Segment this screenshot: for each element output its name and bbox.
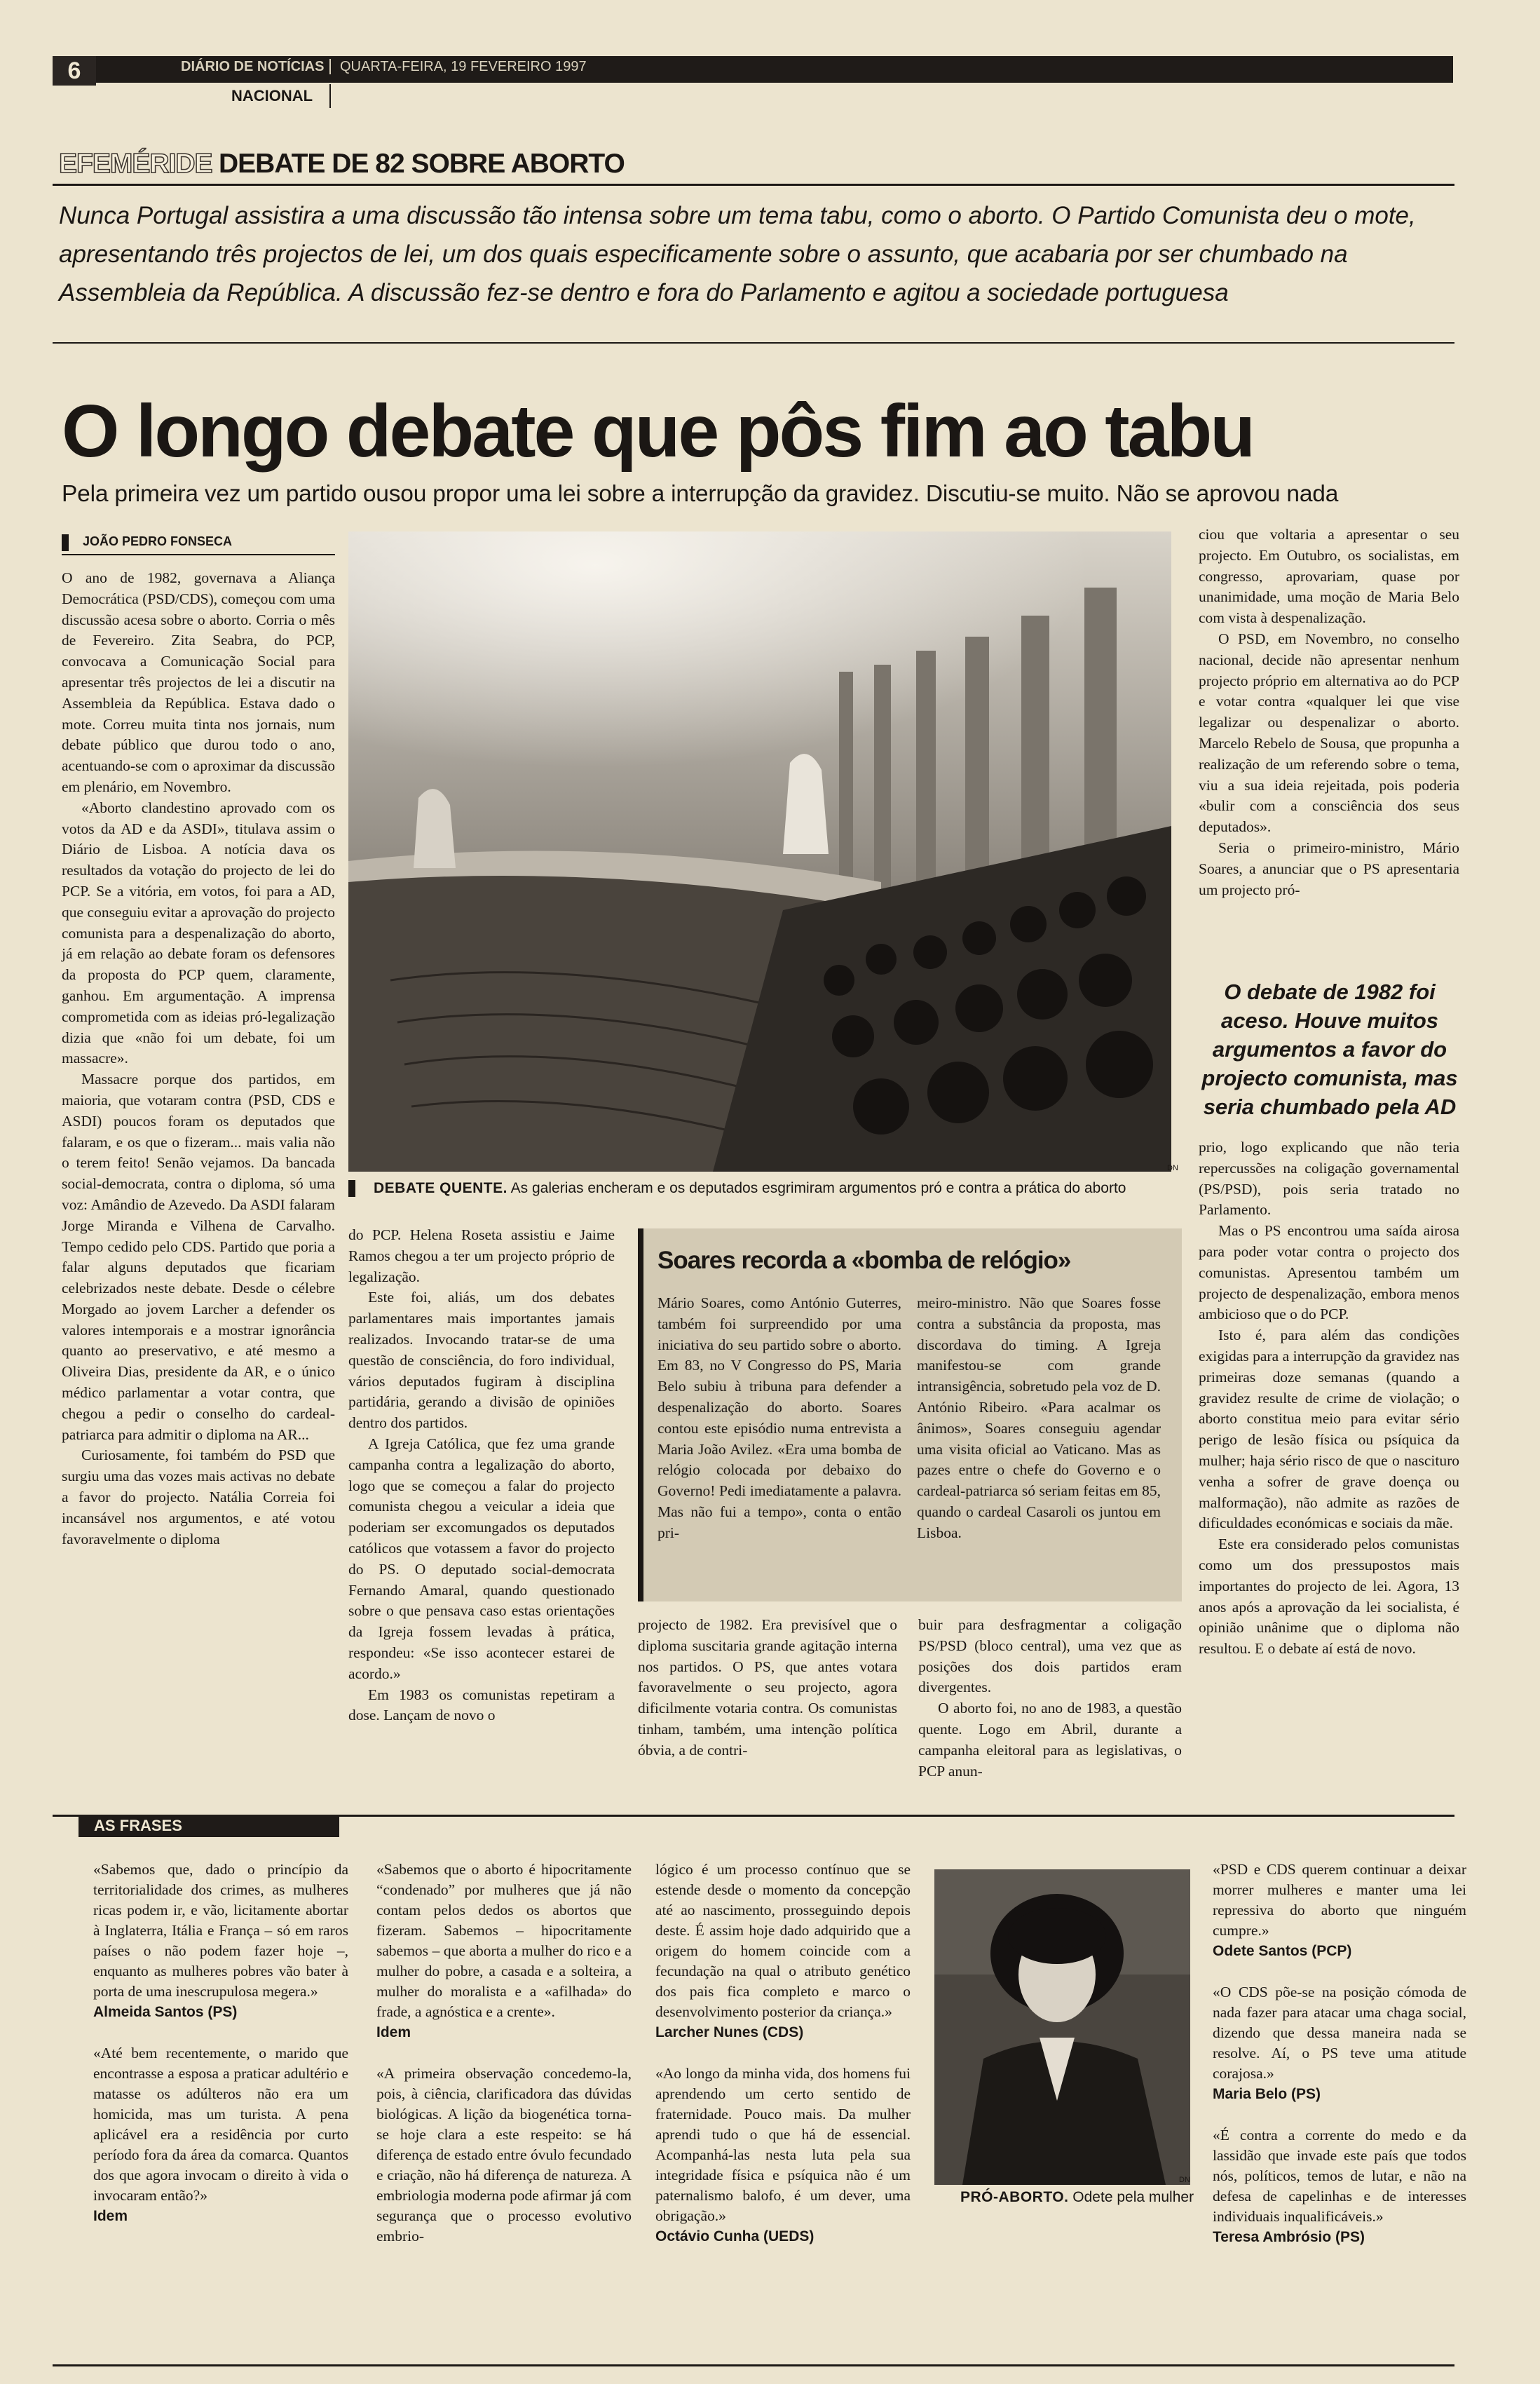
quote xyxy=(93,1860,348,2022)
frases-column-1 xyxy=(93,1860,348,2247)
quote-author: Octávio Cunha (UEDS) xyxy=(655,2228,815,2244)
page-number: 6 xyxy=(53,56,96,86)
page-bottom-rule xyxy=(53,2364,1454,2366)
soares-box-text: Mário Soares, como António Guterres, também foi surpreendido por uma iniciativa do seu partido sobre o aborto. Em 83, no V Congresso do PS, Maria Belo subiu à tribuna para defender a despenalização do aborto. Soares contou este episódio numa entrevista a Maria João Avilez. «Era uma bomba de relógio colocada por debaixo do Governo! Pedi imediatamente a palavra. Mas não fui a tempo», conta o então pri- xyxy=(657,1294,901,1541)
quote-author: Almeida Santos (PS) xyxy=(93,2004,238,2020)
quote-author: Idem xyxy=(93,2208,128,2224)
quote-text: lógico é um processo contínuo que se estende desde o momento da concepção até ao nascimento, prosseguindo depois deste. É assim hoje dado adquirido que a origem do homem coincide com a fecundação na qual o atributo genético dos pais fica completo e marco o desenvolvimento posterior da criança.» xyxy=(655,1861,911,2020)
article-paragraph: O PSD, em Novembro, no conselho nacional, decide não apresentar nenhum projecto próprio em alternativa ao do PCP e votar contra «qualquer lei que vise legalizar ou despenalizar o aborto. Marcelo Rebelo de Sousa, que propunha a realização de um referendo sobre o tema, viu a sua ideia rejeitada, pois poderia «bulir com a consciência dos seus deputados». xyxy=(1199,630,1459,836)
quote-text: «O CDS põe-se na posição cómoda de nada fazer para atacar uma chaga social, dizendo que dessa maneira nada se resolve. Aí, o PS teve uma atitude corajosa.» xyxy=(1213,1984,1466,2082)
article-paragraph: prio, logo explicando que não teria repercussões na coligação governamental (PS/PSD), pois seria tratado no Parlamento. xyxy=(1199,1139,1459,1219)
quote xyxy=(93,2043,348,2226)
article-paragraph: buir para desfragmentar a coligação PS/PSD (bloco central), uma vez que as posições dos dois partidos eram divergentes. xyxy=(918,1616,1182,1696)
quote-text: «A primeira observação concedemo-la, pois, à ciência, clarificadora das dúvidas biológicas. A lição da biogenética torna-se hoje clara a este respeito: se há diferença de estado entre óvulo fecundado e criação, não há diferença de natureza. A embriologia moderna pode afirmar já com segurança que o processo evolutivo embrio- xyxy=(376,2065,632,2244)
quote-text: «É contra a corrente do medo e da lassidão que invade este país que todos nós, políticos, temos de lutar, e não na defesa de capelinhas e de interesses individuais inqualificáveis.» xyxy=(1213,2127,1466,2225)
soares-box-title: Soares recorda a «bomba de relógio» xyxy=(657,1247,1071,1274)
quote xyxy=(1213,1982,1466,2104)
article-paragraph: Seria o primeiro-ministro, Mário Soares, a anunciar que o PS apresentaria um projecto pró- xyxy=(1199,839,1459,898)
article-column-3-bottom xyxy=(638,1615,897,1761)
quote-text: «Sabemos que, dado o princípio da territorialidade dos crimes, as mulheres ricas podem ir, e vão, licitamente abortar à Inglaterra, Itália e França – só em raros países o não podem fazer hoje –, enquanto as mulheres pobres vão bater à porta de uma inescrupulosa megera.» xyxy=(93,1861,348,2000)
article-paragraph: O aborto foi, no ano de 1983, a questão quente. Logo em Abril, durante a campanha eleitoral para as legislativas, o PCP anun- xyxy=(918,1700,1182,1780)
quote-text: «PSD e CDS querem continuar a deixar morrer mulheres e manter uma lei repressiva do aborto que ninguém cumpre.» xyxy=(1213,1861,1466,1939)
portrait-caption-text: Odete pela mulher xyxy=(1072,2189,1194,2205)
article-column-5-top xyxy=(1199,524,1459,900)
article-paragraph: Este era considerado pelos comunistas como um dos pressupostos mais importantes do projecto de lei. Agora, 13 anos após a aprovação da lei socialista, é opinião unânime que o diploma não resultou. E o debate aí está de novo. xyxy=(1199,1536,1459,1658)
quote-author: Teresa Ambrósio (PS) xyxy=(1213,2229,1365,2245)
article-paragraph: Mas o PS encontrou uma saída airosa para poder votar contra o projecto dos comunistas. Apresentou também um projecto de despenalização, embora menos ambicioso que o do PCP. xyxy=(1199,1222,1459,1323)
article-paragraph: Em 1983 os comunistas repetiram a dose. Lançam de novo o xyxy=(348,1686,615,1724)
article-column-1 xyxy=(62,568,335,1550)
quote xyxy=(655,2064,911,2247)
article-paragraph: «Aborto clandestino aprovado com os votos da AD e da ASDI», titulava assim o Diário de Lisboa. A notícia dava os resultados da votação do projecto de lei do PCP. Se a vitória, em votos, foi para a AD, que conseguiu evitar a aprovação do projecto comunista para a despenalização do aborto, já em relação ao debate foram os defensores da proposta do PCP quem, claramente, ganhou. Em argumentação. A imprensa comprometida com as ideias pró-legalização dizia que «não foi um debate, foi um massacre». xyxy=(62,799,335,1067)
byline-marker xyxy=(62,534,69,551)
article-column-2 xyxy=(348,1225,615,1726)
portrait-credit: DN xyxy=(1179,2176,1190,2184)
main-photo-caption xyxy=(374,1180,1159,1197)
quote xyxy=(655,1860,911,2043)
publication-date: QUARTA-FEIRA, 19 FEVEREIRO 1997 xyxy=(340,59,587,74)
byline: JOÃO PEDRO FONSECA xyxy=(83,534,233,548)
kicker-title: DEBATE DE 82 SOBRE ABORTO xyxy=(219,149,625,179)
subheadline: Pela primeira vez um partido ousou propor uma lei sobre a interrupção da gravidez. Discutiu-se muito. Não se aprovou nada xyxy=(62,481,1339,507)
newspaper-name: DIÁRIO DE NOTÍCIAS xyxy=(181,59,325,74)
main-photo-caption-text: As galerias encheram e os deputados esgrimiram argumentos pró e contra a prática do aborto xyxy=(510,1180,1126,1196)
main-photo-credit: DN xyxy=(1167,1164,1178,1172)
article-column-4-bottom xyxy=(918,1615,1182,1782)
soares-box-text: meiro-ministro. Não que Soares fosse contra a substância da proposta, mas discordava do timing. A Igreja manifestou-se com grande intransigência, sobretudo pela voz de D. António Ribeiro. «Para acalmar os ânimos», Soares conseguiu agendar uma visita oficial ao Vaticano. Mas as pazes entre o chefe do Governo e o cardeal-patriarca só seriam feitas em 85, quando o cardeal Casaroli os juntou em Lisboa. xyxy=(917,1294,1161,1541)
quote-text: «Sabemos que o aborto é hipocritamente “condenado” por mulheres que já não contam pelos dedos os abortos que fizeram. Sabemos – hipocritamente sabemos – que aborta a mulher do rico e a mulher do pobre, a casada e a solteira, a mulher do moralista e a «afilhada» do frade, a agnóstica e a crente». xyxy=(376,1861,632,2020)
frases-column-2 xyxy=(376,1860,632,2268)
parliament-photo xyxy=(348,531,1171,1172)
quote-text: «Ao longo da minha vida, dos homens fui aprendendo um certo sentido de fraternidade. Pouco mais. Da mulher aprendi tudo o que há de essencial. Acompanhá-las nesta luta pela sua integridade física e psíquica não é um paternalismo balofo, é um dever, uma obrigação.» xyxy=(655,2065,911,2224)
quote-author: Odete Santos (PCP) xyxy=(1213,1943,1352,1959)
headline: O longo debate que pôs fim ao tabu xyxy=(62,390,1254,473)
soares-box xyxy=(638,1228,1182,1601)
article-paragraph: projecto de 1982. Era previsível que o diploma suscitaria grande agitação interna nos partidos. O PS, que antes votara favoravelmente o seu projecto, agora dificilmente votaria contra. Os comunistas tinham, também, uma intenção política óbvia, a de contri- xyxy=(638,1616,897,1759)
quote xyxy=(1213,2125,1466,2247)
section-name: NACIONAL xyxy=(231,87,313,104)
quote xyxy=(376,2064,632,2247)
quote-text: «Até bem recentemente, o marido que encontrasse a esposa a praticar adultério e matasse os adúlteros não era um homicida, mas um turista. A pena aplicável era a residência por curto período fora da área da comarca. Quantos dos que agora invocam o direito à vida o invocaram então?» xyxy=(93,2045,348,2204)
portrait-caption xyxy=(960,2189,1199,2206)
pullquote: O debate de 1982 foi aceso. Houve muitos argumentos a favor do projecto comunista, mas seria chumbado pela AD xyxy=(1201,980,1458,1119)
soares-box-col-b xyxy=(917,1293,1161,1544)
article-paragraph: Massacre porque dos partidos, em maioria, que votaram contra (PSD, CDS e ASDI) poucos foram os deputados que falaram, e os que o fizeram... mais valia não o terem feito! Senão vejamos. Da bancada social-democrata, contra o diploma, só uma voz: Amândio de Azevedo. Da ASDI falaram Jorge Miranda e Vilhena de Carvalho. Tempo cedido pelo CDS. Partido que poria a falar alguns deputados que ficariam celebrizados neste debate. Desde o célebre Morgado ao jovem Larcher a defender os valores intemporais e a mostrar ignorância quanto ao preservativo, e até mesmo a Oliveira Dias, presidente da AR, e o único médico parlamentar a votar contra, que chegou a pedir o conselho do cardeal-patriarca para admitir o diploma na AR... xyxy=(62,1071,335,1443)
article-paragraph: ciou que voltaria a apresentar o seu projecto. Em Outubro, os socialistas, em congresso, aprovariam, quase por unanimidade, uma moção de Maria Belo com vista à despenalização. xyxy=(1199,526,1459,627)
quote-author: Idem xyxy=(376,2024,411,2040)
kicker-rule xyxy=(53,184,1454,186)
byline-rule xyxy=(62,554,335,555)
odete-santos-photo-drawing xyxy=(934,1869,1190,2185)
kicker-rule-bottom xyxy=(53,342,1454,344)
article-paragraph: O ano de 1982, governava a Aliança Democrática (PSD/CDS), começou com uma discussão acesa sobre o aborto. Corria o mês de Fevereiro. Zita Seabra, do PCP, convocava a Comunicação Social para apresentar três projectos de lei a discutir na Assembleia da República. Estava dado o mote. Correu muita tinta nos jornais, num debate público que durou todo o ano, acentuando-se com o aproximar da discussão em plenário, em Novembro. xyxy=(62,569,335,795)
kicker-label: EFEMÉRIDE xyxy=(59,149,212,179)
article-paragraph: do PCP. Helena Roseta assistiu e Jaime Ramos chegou a ter um projecto próprio de legalização. xyxy=(348,1226,615,1285)
main-photo-caption-label: DEBATE QUENTE. xyxy=(374,1180,507,1196)
main-photo-caption-marker xyxy=(348,1180,355,1197)
article-paragraph: A Igreja Católica, que fez uma grande campanha contra a legalização do aborto, logo que se começou a falar do projecto comunista chegou a veicular a ideia que poderiam ser excomungados os deputados católicos que votassem a favor do projecto do PS. O deputado social-democrata Fernando Amaral, quando questionado sobre o que pensava caso estas orientações da Igreja fossem levadas à prática, respondeu: «Se isso acontecer estarei de acordo.» xyxy=(348,1435,615,1682)
section-separator xyxy=(329,84,331,108)
article-paragraph: Este foi, aliás, um dos debates parlamentares mais importantes jamais realizados. Invocando tratar-se de uma questão de consciência, do foro individual, vários deputados fugiram à disciplina partidária, gerando a divisão de opiniões dentro dos partidos. xyxy=(348,1289,615,1432)
parliament-photo-drawing xyxy=(348,531,1171,1172)
frases-column-3 xyxy=(655,1860,911,2268)
frases-column-5 xyxy=(1213,1860,1466,2268)
portrait-caption-label: PRÓ-ABORTO. xyxy=(960,2189,1069,2205)
kicker-intro: Nunca Portugal assistira a uma discussão tão intensa sobre um tema tabu, como o aborto. O Partido Comunista deu o mote, apresentando três projectos de lei, um dos quais especificamente sobre o assunto, que acabaria por ser chumbado na Assembleia da República. A discussão fez-se dentro e fora do Parlamento e agitou a sociedade portuguesa xyxy=(59,202,1416,306)
article-paragraph: Curiosamente, foi também do PSD que surgiu uma das vozes mais activas no debate a favor do projecto. Natália Correia foi incansável nos argumentos, e até votou favoravelmente o diploma xyxy=(62,1447,335,1547)
odete-santos-photo xyxy=(934,1869,1190,2185)
frases-label: AS FRASES xyxy=(79,1815,339,1837)
quote xyxy=(1213,1860,1466,1961)
quote-author: Maria Belo (PS) xyxy=(1213,2086,1321,2102)
header-separator xyxy=(329,59,331,74)
quote-author: Larcher Nunes (CDS) xyxy=(655,2024,804,2040)
soares-box-edge xyxy=(638,1228,643,1601)
soares-box-col-a xyxy=(657,1293,901,1544)
quote xyxy=(376,1860,632,2043)
article-paragraph: Isto é, para além das condições exigidas para a interrupção da gravidez nas primeiras doze semanas (quando a gravidez resulte de crime de violação; o aborto constitua meio para evitar sério perigo de lesão física ou psíquica da mulher; haja sério risco de que o nascituro venha a sofrer de grave doença ou malformação), não admite as razões de dificuldades económicas e sociais da mãe. xyxy=(1199,1327,1459,1532)
article-column-5-bottom xyxy=(1199,1137,1459,1660)
